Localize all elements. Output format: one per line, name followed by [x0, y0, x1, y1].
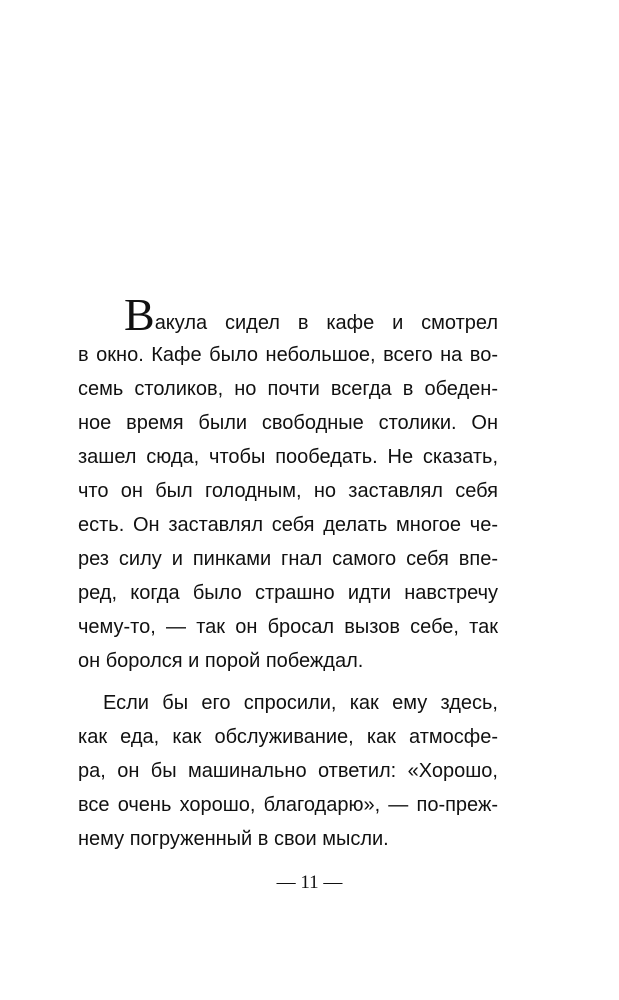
paragraph-line: ред, когда было страшно идти навстречу: [78, 582, 498, 604]
paragraph-line: чему-то, — так он бросал вызов себе, так: [78, 616, 498, 638]
paragraph-1: [78, 289, 498, 678]
paragraph-line: зашел сюда, чтобы пообедать. Не сказать,: [78, 446, 498, 468]
paragraph-line: ное время были свободные столики. Он: [78, 412, 498, 434]
paragraph-line: Вакула сидел в кафе и смотрел: [124, 289, 498, 340]
paragraph-line: что он был голодным, но заставлял себя: [78, 480, 498, 502]
paragraph-line: есть. Он заставлял себя делать многое че-: [78, 514, 498, 536]
body-text: [78, 289, 498, 856]
drop-cap: В: [124, 289, 155, 340]
paragraph-line: в окно. Кафе было небольшое, всего на во-: [78, 344, 498, 366]
paragraph-line: ра, он бы машинально ответил: «Хорошо,: [78, 760, 498, 782]
paragraph-gap: [78, 678, 498, 686]
paragraph-line: он боролся и порой побеждал.: [78, 650, 364, 672]
page-number: — 11 —: [276, 872, 343, 893]
paragraph-line: семь столиков, но почти всегда в обеден-: [78, 378, 498, 400]
paragraph-line: нему погруженный в свои мысли.: [78, 828, 389, 850]
paragraph-2: [78, 686, 498, 856]
paragraph-line: как еда, как обслуживание, как атмосфе-: [78, 726, 498, 748]
paragraph-line: все очень хорошо, благодарю», — по-преж-: [78, 794, 498, 816]
paragraph-line: Если бы его спросили, как ему здесь,: [103, 692, 498, 714]
paragraph-line: рез силу и пинками гнал самого себя впе-: [78, 548, 498, 570]
